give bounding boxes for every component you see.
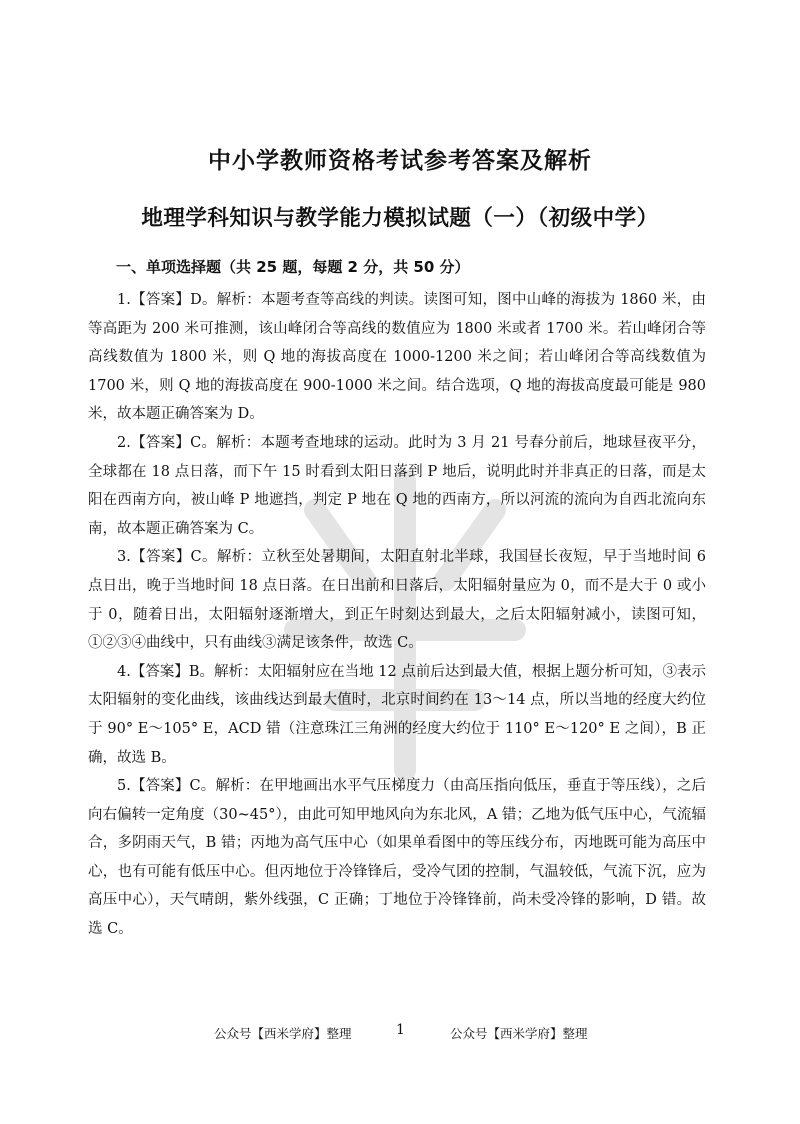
answer-paragraph: 3.【答案】C。解析：立秋至处暑期间，太阳直射北半球，我国昼长夜短，早于当地时间 6 点日出，晚于当地时间 18 点日落。在日出前和日落后，太阳辐射量应为 0，而不是大于 0 或小于 0，随着日出，太阳辐射逐渐增大，到正午时刻达到最大，之后太阳辐射减小，读图可知，①②③④曲线中，只有曲线③满足该条件，故选 C。 [88,549,706,652]
page-title: 中小学教师资格考试参考答案及解析 [208,148,592,174]
answer-paragraph: 1.【答案】D。解析：本题考查等高线的判读。读图可知，图中山峰的海拔为 1860 米，由等高距为 200 米可推测，该山峰闭合等高线的数值应为 1800 米或者 1700 米。若山峰闭合等高线数值为 1800 米，则 Q 地的海拔高度在 1000-1200 米之间；若山峰闭合等高线数值为 1700 米，则 Q 地的海拔高度在 900-1000 米之间。结合选项，Q 地的海拔高度最可能是 980 米，故本题正确答案为 D。 [88,292,706,423]
footer-right-text: 公众号【西米学府】整理 [450,1026,588,1041]
answer-paragraph: 4.【答案】B。解析：太阳辐射应在当地 12 点前后达到最大值，根据上题分析可知，③表示太阳辐射的变化曲线，该曲线达到最大值时，北京时间约在 13～14 点，所以当地的经度大约位于 90° E～105° E，ACD 错（注意珠江三角洲的经度大约位于 110° E～120° E 之间），B 正确，故选 B。 [88,663,706,766]
answer-list [88,286,706,944]
page-subtitle: 地理学科知识与教学能力模拟试题（一）（初级中学） [141,206,659,231]
answer-paragraph: 2.【答案】C。解析：本题考查地球的运动。此时为 3 月 21 号春分前后，地球昼夜平分，全球都在 18 点日落，而下午 15 时看到太阳日落到 P 地后，说明此时并非真正的日落，而是太阳在西南方向，被山峰 P 地遮挡，判定 P 地在 Q 地的西南方，所以河流的流向为自西北流向东南，故本题正确答案为 C。 [88,434,706,537]
footer-left-text: 公众号【西米学府】整理 [214,1026,352,1041]
answer-paragraph: 5.【答案】C。解析：在甲地画出水平气压梯度力（由高压指向低压，垂直于等压线），之后向右偏转一定角度（30~45°），由此可知甲地风向为东北风，A 错；乙地为低气压中心，气流辐合，多阴雨天气，B 错；丙地为高气压中心（如果单看图中的等压线分布，丙地既可能为高压中心，也有可能有低压中心。但丙地位于冷锋锋后，受冷气团的控制，气温较低，气流下沉，应为高压中心），天气晴朗，紫外线强，C 正确；丁地位于冷锋锋前，尚未受冷锋的影响，D 错。故选 C。 [88,778,706,938]
page-number: 1 [396,1022,405,1038]
section-heading: 一、单项选择题（共 25 题，每题 2 分，共 50 分） [116,258,470,276]
